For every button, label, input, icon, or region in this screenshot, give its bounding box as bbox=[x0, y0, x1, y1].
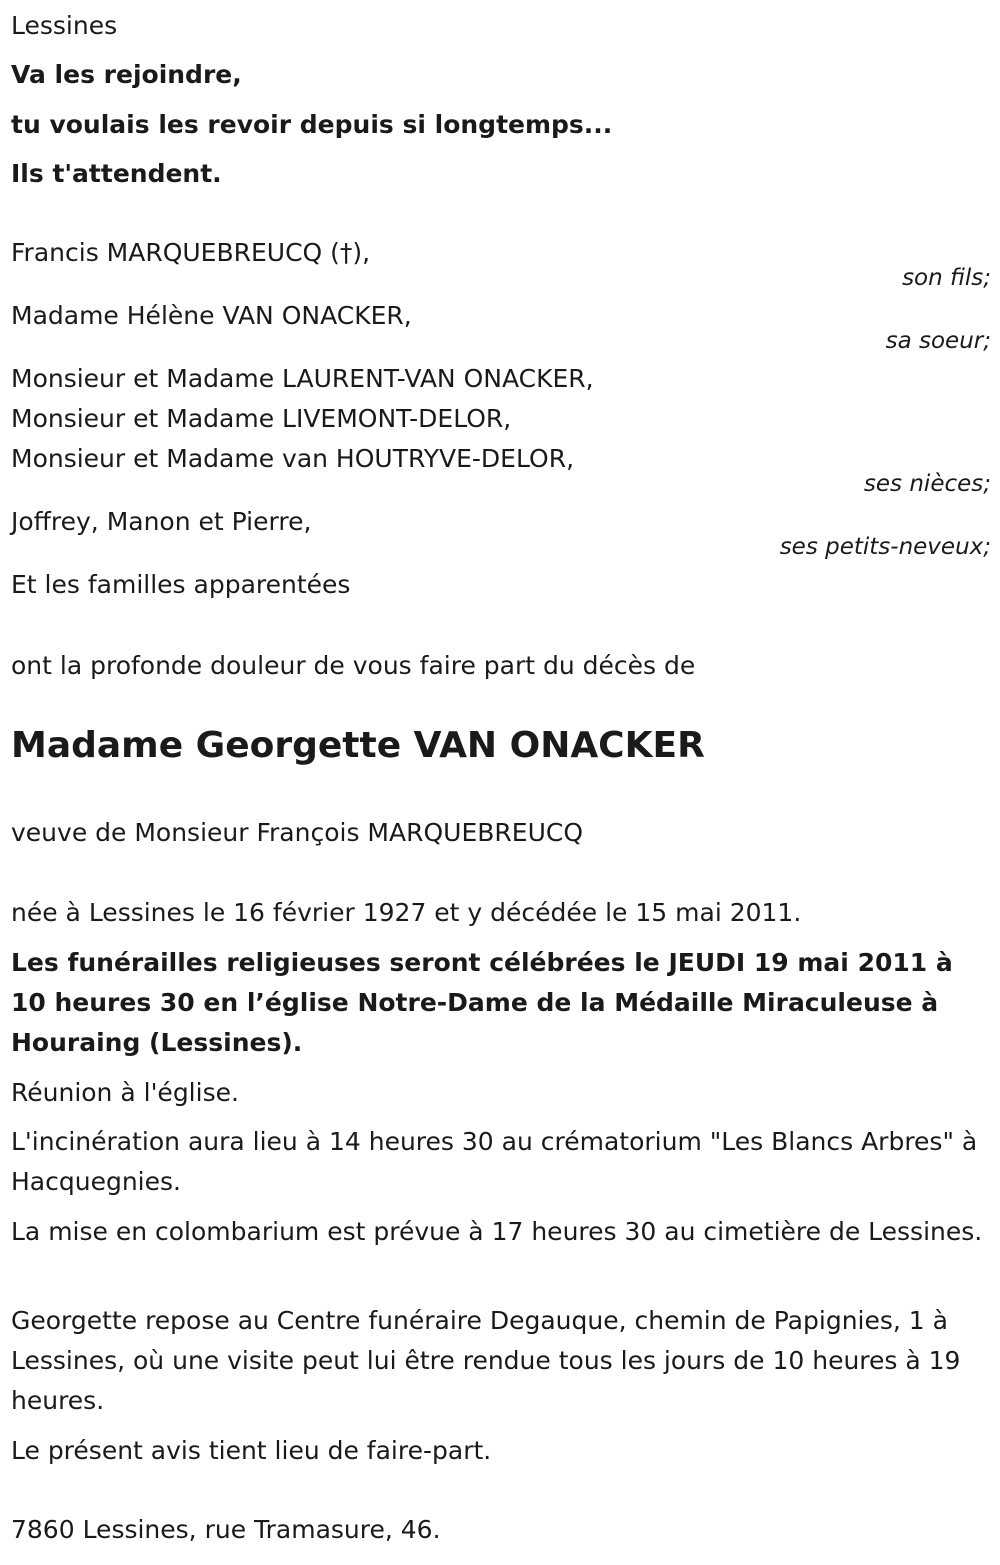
funeral-cremation: L'incinération aura lieu à 14 heures 30 au crématorium "Les Blancs Arbres" à Hacquegnies. bbox=[11, 1127, 978, 1196]
family-related: Et les familles apparentées bbox=[11, 570, 351, 599]
family-grandnephews: Joffrey, Manon et Pierre, bbox=[11, 507, 312, 536]
funeral-columbarium: La mise en colombarium est prévue à 17 heures 30 au cimetière de Lessines. bbox=[11, 1217, 983, 1246]
deceased-name: Madame Georgette VAN ONACKER bbox=[11, 725, 705, 766]
deceased-dates: née à Lessines le 16 février 1927 et y décédée le 15 mai 2011. bbox=[11, 898, 802, 927]
family-niece-1: Monsieur et Madame LAURENT-VAN ONACKER, bbox=[11, 364, 594, 393]
family-niece-2: Monsieur et Madame LIVEMONT-DELOR, bbox=[11, 404, 512, 433]
family-nieces-role: ses nièces; bbox=[863, 471, 991, 497]
family-niece-3: Monsieur et Madame van HOUTRYVE-DELOR, bbox=[11, 444, 575, 473]
family-son: Francis MARQUEBREUCQ (†), bbox=[11, 238, 371, 267]
family-sister: Madame Hélène VAN ONACKER, bbox=[11, 301, 412, 330]
announcement-text: ont la profonde douleur de vous faire part du décès de bbox=[11, 651, 696, 680]
funeral-meeting: Réunion à l'église. bbox=[11, 1078, 239, 1107]
poem-line-3: Ils t'attendent. bbox=[11, 159, 222, 188]
deceased-widow-of: veuve de Monsieur François MARQUEBREUCQ bbox=[11, 818, 583, 847]
funeral-service: Les funérailles religieuses seront célébrées le JEUDI 19 mai 2011 à 10 heures 30 en l’église Notre-Dame de la Médaille Miraculeuse à Houraing (Lessines). bbox=[11, 948, 953, 1057]
family-grandnephews-role: ses petits-neveux; bbox=[779, 534, 991, 560]
poem-line-2: tu voulais les revoir depuis si longtemps... bbox=[11, 110, 613, 139]
family-sister-role: sa soeur; bbox=[885, 328, 991, 354]
poem-line-1: Va les rejoindre, bbox=[11, 60, 242, 89]
header-place: Lessines bbox=[11, 11, 118, 40]
address-line: 7860 Lessines, rue Tramasure, 46. bbox=[11, 1515, 441, 1544]
funeral-notice: Le présent avis tient lieu de faire-part. bbox=[11, 1436, 492, 1465]
family-son-role: son fils; bbox=[902, 265, 991, 291]
funeral-visit: Georgette repose au Centre funéraire Degauque, chemin de Papignies, 1 à Lessines, où une visite peut lui être rendue tous les jours de 10 heures à 19 heures. bbox=[11, 1306, 961, 1415]
